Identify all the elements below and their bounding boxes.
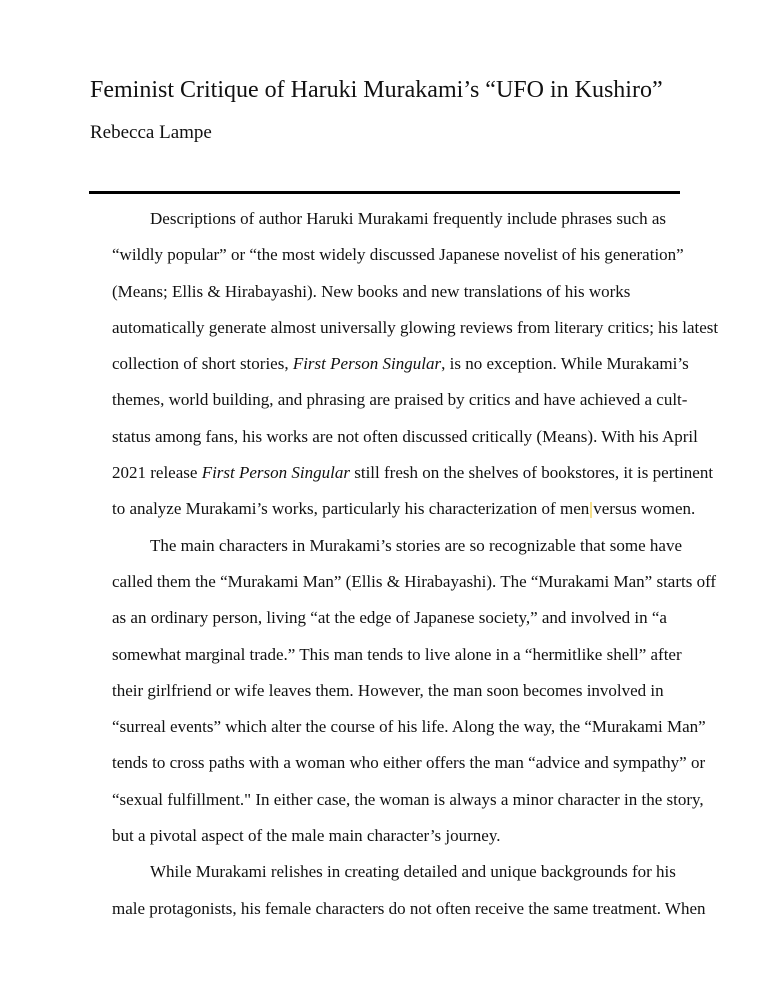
paragraph-line: their girlfriend or wife leaves them. However, the man soon becomes involved in (112, 680, 664, 700)
book-title: First Person Singular (201, 463, 350, 483)
paragraph-line: (Means; Ellis & Hirabayashi). New books and new translations of his works (112, 281, 631, 301)
paragraph-line: “surreal events” which alter the course of his life. Along the way, the “Murakami Man” (112, 717, 706, 737)
text-run: , is no exception. While Murakami’s (441, 354, 689, 374)
paragraph-line (112, 455, 712, 491)
text-cursor-highlight (590, 502, 592, 518)
paragraph-line (112, 346, 712, 382)
text-run: to analyze Murakami’s works, particularly his characterization of men (112, 499, 590, 519)
paragraph-line: called them the “Murakami Man” (Ellis & Hirabayashi). The “Murakami Man” starts off (112, 571, 717, 591)
text-run: still fresh on the shelves of bookstores, it is pertinent (349, 463, 714, 483)
paragraph-line: but a pivotal aspect of the male main character’s journey. (112, 826, 501, 846)
paragraph-line: tends to cross paths with a woman who either offers the man “advice and sympathy” or (112, 753, 706, 773)
document-body (112, 201, 719, 927)
author-name: Rebecca Lampe (90, 122, 212, 143)
paragraph-line: automatically generate almost universally glowing reviews from literary critics; his latest (112, 317, 719, 337)
text-run: 2021 release (112, 463, 202, 483)
paragraph-line: “sexual fulfillment." In either case, the woman is always a minor character in the story, (112, 789, 704, 809)
paragraph-line: as an ordinary person, living “at the edge of Japanese society,” and involved in “a (112, 608, 667, 628)
paragraph-line: somewhat marginal trade.” This man tends to live alone in a “hermitlike shell” after (112, 644, 682, 664)
paragraph-line: “wildly popular” or “the most widely discussed Japanese novelist of his generation” (112, 245, 684, 265)
paragraph-line: While Murakami relishes in creating detailed and unique backgrounds for his (150, 862, 676, 882)
paragraph-line: The main characters in Murakami’s stories are so recognizable that some have (150, 535, 682, 555)
paragraph-line: Descriptions of author Haruki Murakami frequently include phrases such as (150, 209, 666, 228)
header-divider (89, 191, 680, 194)
paragraph-line (112, 491, 712, 527)
text-run: versus women. (593, 499, 696, 519)
document-title: Feminist Critique of Haruki Murakami’s “UFO in Kushiro” (90, 77, 663, 103)
paragraph-line: male protagonists, his female characters do not often receive the same treatment. When (112, 898, 706, 918)
paragraph-line: status among fans, his works are not often discussed critically (Means). With his April (112, 426, 698, 446)
paragraph-line: themes, world building, and phrasing are praised by critics and have achieved a cult- (112, 390, 688, 410)
book-title: First Person Singular (292, 354, 442, 374)
text-run: collection of short stories, (112, 354, 293, 374)
